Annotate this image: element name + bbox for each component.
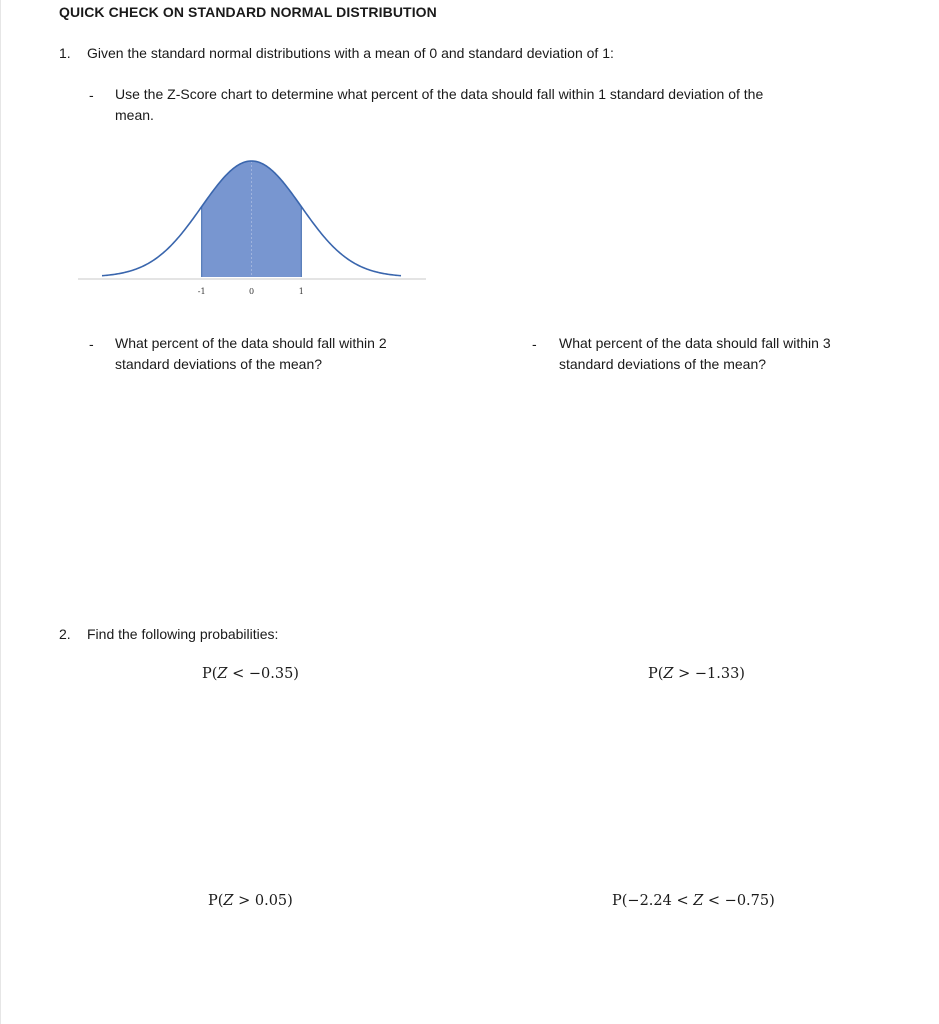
tick-label-minus-one: -1 xyxy=(197,287,206,296)
probability-2: P(Z > −1.33) xyxy=(648,666,745,682)
bullet-a-line1: Use the Z-Score chart to determine what percent of the data should fall within 1 standard deviation of the xyxy=(115,86,764,102)
bullet-c-dash: - xyxy=(532,336,537,352)
bullet-b-line1: What percent of the data should fall within 2 xyxy=(115,335,387,351)
bullet-a-dash: - xyxy=(89,87,94,103)
normal-distribution-chart xyxy=(76,150,428,300)
question-2-number: 2. xyxy=(59,626,71,642)
bullet-c-line2: standard deviations of the mean? xyxy=(559,356,767,372)
tick-label-plus-one: 1 xyxy=(298,287,304,296)
page-title: QUICK CHECK ON STANDARD NORMAL DISTRIBUTION xyxy=(59,4,437,20)
bullet-a-line2: mean. xyxy=(115,107,154,123)
bullet-c-line1: What percent of the data should fall within 3 xyxy=(559,335,831,351)
probability-1: P(Z < −0.35) xyxy=(202,666,299,682)
bullet-b-text xyxy=(115,333,495,375)
question-1-number: 1. xyxy=(59,45,71,61)
tick-label-zero: 0 xyxy=(248,287,255,296)
question-1-text: Given the standard normal distributions with a mean of 0 and standard deviation of 1: xyxy=(87,45,614,61)
probability-4: P(−2.24 < Z < −0.75) xyxy=(612,893,775,909)
bullet-a-text xyxy=(115,84,875,126)
bullet-b-line2: standard deviations of the mean? xyxy=(115,356,323,372)
question-2-text: Find the following probabilities: xyxy=(87,626,279,642)
bullet-b-dash: - xyxy=(89,336,94,352)
bullet-c-text xyxy=(559,333,919,375)
probability-3: P(Z > 0.05) xyxy=(208,893,293,909)
